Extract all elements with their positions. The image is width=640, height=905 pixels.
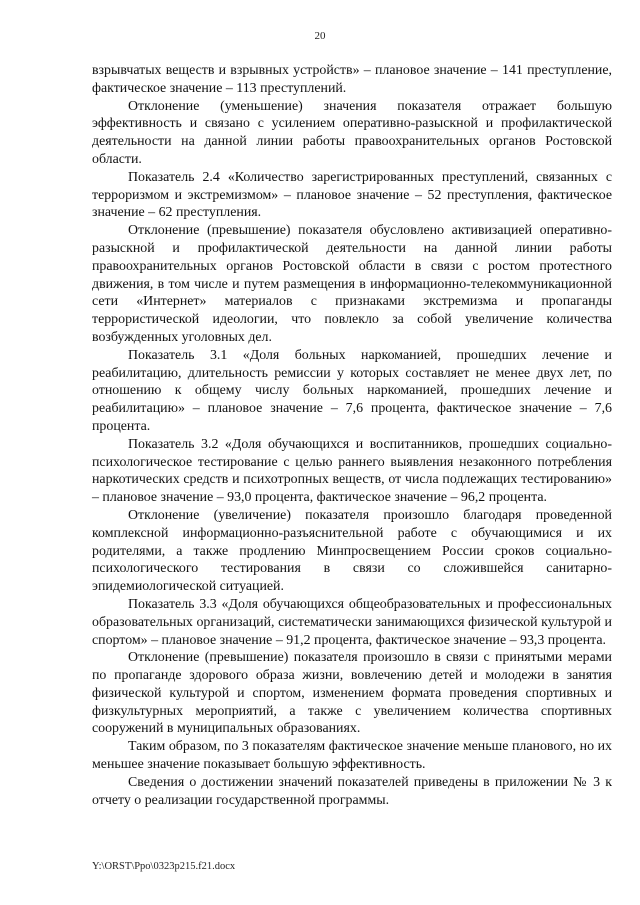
- paragraph-11: Сведения о достижении значений показателей приведены в приложении № 3 к отчету о реализации государственной программы.: [92, 774, 612, 808]
- document-body: [92, 62, 612, 809]
- paragraph-4: Отклонение (превышение) показателя обусловлено активизацией оперативно-разыскной и профилактической деятельности на данной линии работы правоохранительных органов Ростовской области в связи с ростом протестного движения, в том числе и путем размещения в информационно-телекоммуникационной сети «Интернет» материалов с признаками экстремизма и пропаганды террористической идеологии, что повлекло за собой увеличение количества возбужденных уголовных дел.: [92, 223, 612, 345]
- paragraph-1: взрывчатых веществ и взрывных устройств» – плановое значение – 141 преступление, фактическое значение – 113 преступлений.: [92, 63, 612, 96]
- paragraph-2: Отклонение (уменьшение) значения показателя отражает большую эффективность и связано с усилением оперативно-разыскной и профилактической деятельности на данной линии работы правоохранительных органов Ростовской области.: [92, 98, 612, 167]
- paragraph-9: Отклонение (превышение) показателя произошло в связи с принятыми мерами по пропаганде здорового образа жизни, вовлечению детей и молодежи в занятия физической культурой и спортом, изменением формата проведения спортивных и физкультурных мероприятий, а также с увеличением количества спортивных сооружений в муниципальных образованиях.: [92, 650, 612, 737]
- paragraph-10: Таким образом, по 3 показателям фактическое значение меньше планового, но их меньшее значение показывает большую эффективность.: [92, 739, 612, 773]
- paragraph-8: Показатель 3.3 «Доля обучающихся общеобразовательных и профессиональных образовательных организаций, систематически занимающихся физической культурой и спортом» – плановое значение – 91,2 процента, фактическое значение – 93,3 процента.: [92, 596, 612, 648]
- footer-file-path: Y:\ORST\Ppo\0323p215.f21.docx: [92, 861, 236, 872]
- page-number: 20: [314, 30, 326, 42]
- paragraph-6: Показатель 3.2 «Доля обучающихся и воспитанников, прошедших социально-психологическое тестирование с целью раннего выявления незаконного потребления наркотических средств и психотропных веществ, от числа подлежащих тестированию» – плановое значение – 93,0 процента, фактическое значение – 96,2 процента.: [92, 436, 612, 506]
- paragraph-7: Отклонение (увеличение) показателя произошло благодаря проведенной комплексной информационно-разъяснительной работе с обучающимися и их родителями, а также продлению Минпросвещением России сроков социально-психологического тестирования в связи со сложившейся санитарно-эпидемиологической ситуацией.: [92, 507, 612, 595]
- paragraph-3: Показатель 2.4 «Количество зарегистрированных преступлений, связанных с терроризмом и экстремизмом» – плановое значение – 52 преступления, фактическое значение – 62 преступления.: [92, 169, 612, 221]
- paragraph-5: Показатель 3.1 «Доля больных наркоманией, прошедших лечение и реабилитацию, длительность ремиссии у которых составляет не менее двух лет, по отношению к общему числу больных наркоманией, прошедших лечение и реабилитацию» – плановое значение – 7,6 процента, фактическое значение – 7,6 процента.: [92, 347, 612, 434]
